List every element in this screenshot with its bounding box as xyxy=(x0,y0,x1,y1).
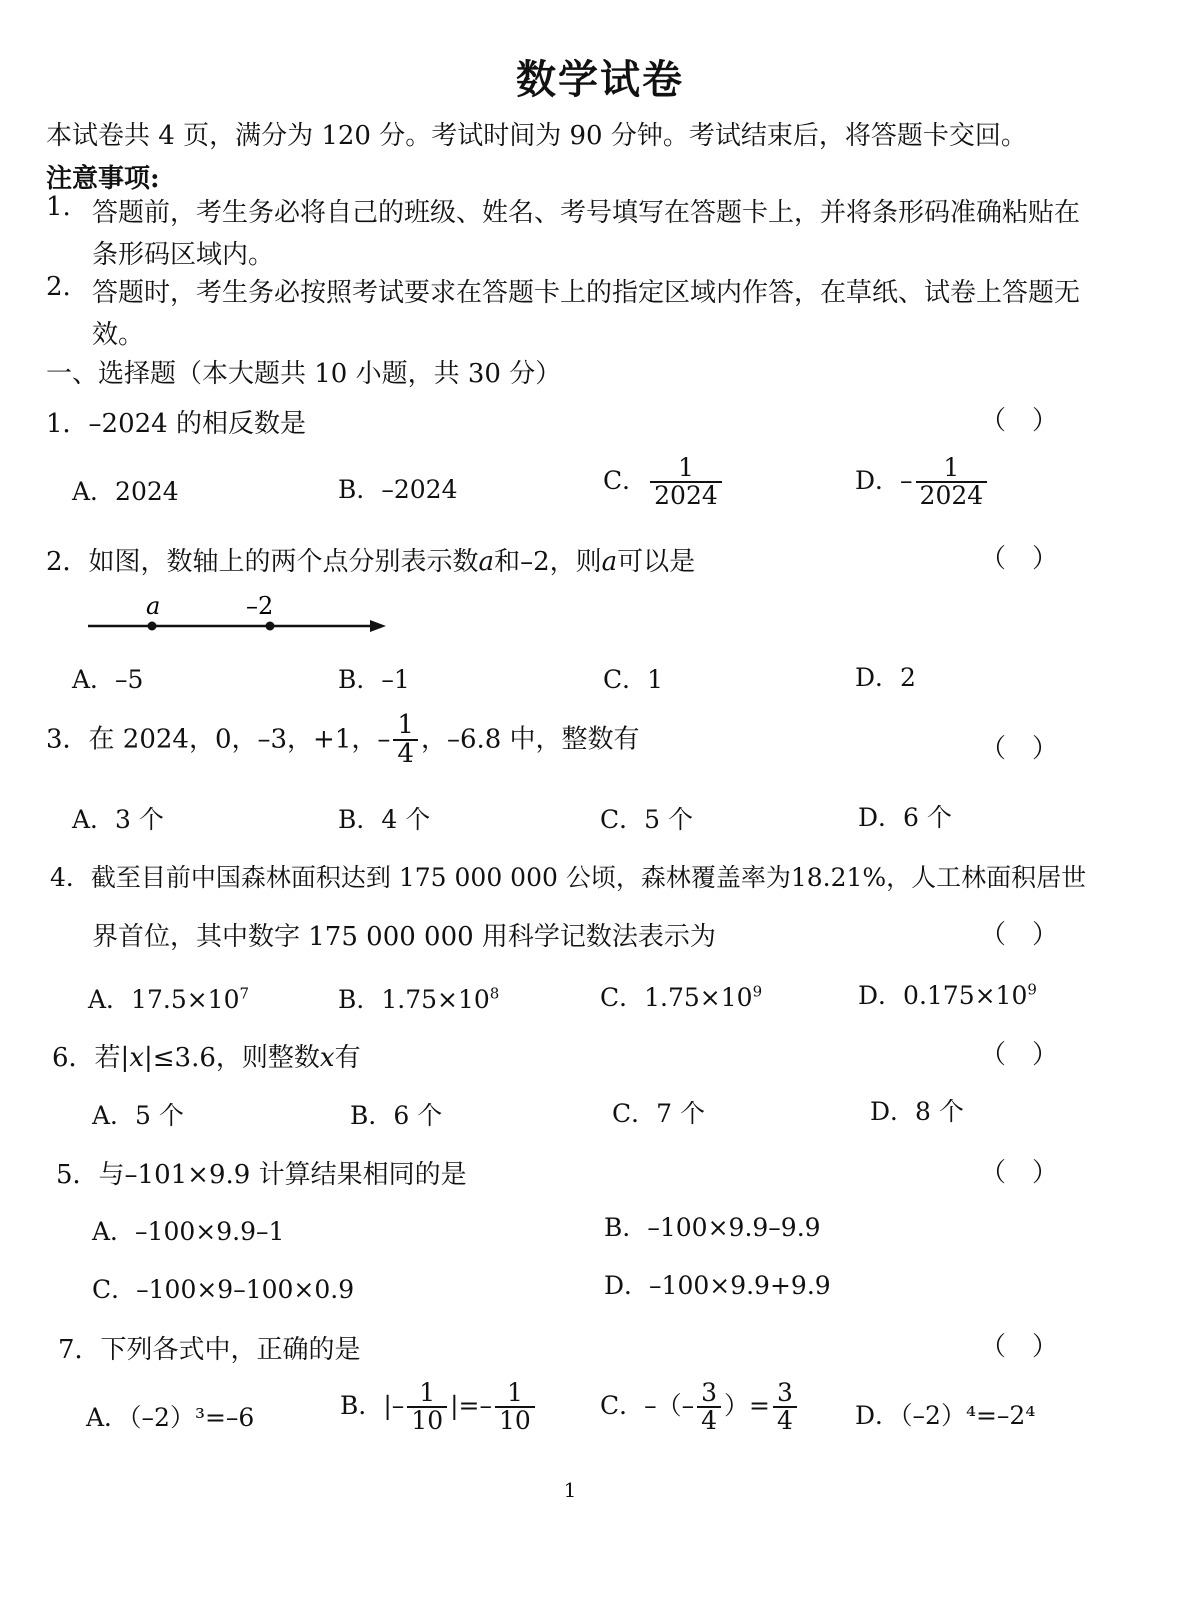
question-3-option-b: B．4 个 xyxy=(338,805,431,834)
fraction-denominator: 2024 xyxy=(916,481,988,509)
stem-text: 3．在 2024，0，–3，+1，– xyxy=(46,724,391,755)
variable: x xyxy=(319,1043,335,1073)
point-a-label: a xyxy=(146,592,161,620)
variable: a xyxy=(601,547,618,577)
question-7-option-b xyxy=(340,1380,538,1435)
section-title: 一、选择题（本大题共 10 小题，共 30 分） xyxy=(46,359,562,389)
option-text: D．0.175×10 xyxy=(858,981,1028,1010)
point-negative-2 xyxy=(266,622,275,631)
fraction-numerator: 1 xyxy=(943,453,960,482)
fraction xyxy=(650,455,722,510)
question-7-option-d: D．（–2）⁴=–2⁴ xyxy=(855,1401,1036,1430)
question-1-stem: 1．–2024 的相反数是 xyxy=(46,409,306,439)
question-6-option-d: D．8 个 xyxy=(870,1097,964,1126)
notice-1-line1: 答题前，考生务必将自己的班级、姓名、考号填写在答题卡上，并将条形码准确粘贴在 xyxy=(92,198,1081,228)
question-4-stem-line2: 界首位，其中数字 175 000 000 用科学记数法表示为 xyxy=(92,922,716,952)
fraction xyxy=(393,712,418,769)
question-2-answer-blank: （ ） xyxy=(980,544,1059,574)
question-6-answer-blank: （ ） xyxy=(980,1040,1059,1070)
question-3-option-a: A．3 个 xyxy=(72,805,164,834)
question-5-answer-blank: （ ） xyxy=(980,1158,1059,1188)
question-6-stem xyxy=(52,1037,361,1074)
fraction xyxy=(697,1380,721,1435)
point-a xyxy=(148,622,157,631)
question-3-answer-blank: （ ） xyxy=(980,734,1059,764)
option-text: B．1.75×10 xyxy=(338,985,490,1014)
fraction-denominator: 4 xyxy=(773,1406,797,1434)
fraction xyxy=(407,1380,447,1435)
fraction-numerator: 1 xyxy=(419,1378,436,1407)
fraction xyxy=(773,1380,797,1435)
option-text: |=– xyxy=(450,1390,492,1420)
question-3-option-c: C．5 个 xyxy=(600,805,693,834)
option-label: C． xyxy=(603,465,648,495)
option-label: D．– xyxy=(855,465,913,495)
notice-1-number: 1. xyxy=(46,192,71,222)
question-2-option-d: D．2 xyxy=(855,663,916,692)
question-2-option-b: B．–1 xyxy=(338,665,410,694)
fraction xyxy=(916,455,988,510)
question-2-option-c: C．1 xyxy=(603,665,664,694)
notice-2-number: 2. xyxy=(46,272,71,302)
question-2-option-a: A．–5 xyxy=(72,665,144,694)
fraction-numerator: 3 xyxy=(777,1378,793,1407)
question-4-option-d xyxy=(858,976,1037,1012)
variable: a xyxy=(478,547,495,577)
question-7-option-a: A．（–2）³=–6 xyxy=(86,1403,255,1432)
notice-heading: 注意事项: xyxy=(46,164,160,194)
fraction-numerator: 1 xyxy=(397,710,414,740)
question-4-option-a xyxy=(88,980,249,1016)
notice-2-line1: 答题时，考生务必按照考试要求在答题卡上的指定区域内作答，在草纸、试卷上答题无 xyxy=(92,278,1081,308)
fraction-numerator: 1 xyxy=(678,453,694,482)
notice-1-line2: 条形码区域内。 xyxy=(92,240,275,270)
fraction-denominator: 4 xyxy=(697,1406,721,1434)
question-1-option-a: A．2024 xyxy=(72,477,179,506)
question-2-stem xyxy=(46,541,695,578)
stem-text: |≤3.6，则整数 xyxy=(143,1043,320,1073)
question-7-option-c xyxy=(600,1380,800,1435)
question-1-answer-blank: （ ） xyxy=(980,406,1059,436)
question-1-option-b: B．–2024 xyxy=(338,475,458,504)
fraction-denominator: 2024 xyxy=(650,481,722,509)
question-4-answer-blank: （ ） xyxy=(980,920,1059,950)
question-7-answer-blank: （ ） xyxy=(980,1332,1059,1362)
question-4-option-c xyxy=(600,978,762,1014)
question-6-option-c: C．7 个 xyxy=(612,1099,705,1128)
option-text: ）= xyxy=(724,1390,770,1420)
question-5-option-b: B．–100×9.9–9.9 xyxy=(604,1213,821,1242)
question-5-option-d: D．–100×9.9+9.9 xyxy=(604,1271,831,1300)
exam-intro: 本试卷共 4 页，满分为 120 分。考试时间为 90 分钟。考试结束后，将答题卡交回。 xyxy=(46,121,1027,151)
question-1-option-c xyxy=(603,455,725,510)
fraction-denominator: 10 xyxy=(407,1406,447,1434)
question-7-stem: 7．下列各式中，正确的是 xyxy=(58,1335,361,1365)
fraction-numerator: 1 xyxy=(506,1378,523,1407)
stem-text: 可以是 xyxy=(617,547,696,577)
exponent: 9 xyxy=(752,982,763,1001)
page-title: 数学试卷 xyxy=(516,56,684,103)
point-negative-2-label: –2 xyxy=(246,592,274,620)
fraction-denominator: 4 xyxy=(393,739,418,768)
question-3-option-d: D．6 个 xyxy=(858,803,952,832)
fraction-denominator: 10 xyxy=(495,1406,535,1434)
question-5-option-a: A．–100×9.9–1 xyxy=(92,1217,285,1246)
stem-text: ，–6.8 中，整数有 xyxy=(420,724,640,755)
exponent: 8 xyxy=(489,984,500,1003)
question-6-option-a: A．5 个 xyxy=(92,1101,184,1130)
stem-text: 6．若| xyxy=(52,1043,130,1073)
variable: x xyxy=(129,1043,144,1073)
fraction xyxy=(495,1380,535,1435)
option-text: C．–（– xyxy=(600,1390,695,1420)
number-line-arrow xyxy=(370,620,386,632)
page-number: 1 xyxy=(563,1478,577,1502)
number-line-diagram xyxy=(80,590,400,650)
notice-2-line2: 效。 xyxy=(92,320,145,350)
question-4-option-b xyxy=(338,980,499,1016)
stem-text: 和–2，则 xyxy=(494,547,602,577)
option-text: C．1.75×10 xyxy=(600,983,753,1012)
exponent: 7 xyxy=(239,984,250,1003)
question-4-stem-line1: 4．截至目前中国森林面积达到 175 000 000 公顷，森林覆盖率为18.21%，人工林面积居世 xyxy=(50,863,1087,892)
question-1-option-d xyxy=(855,455,990,510)
exponent: 9 xyxy=(1027,980,1037,999)
fraction-numerator: 3 xyxy=(701,1378,718,1407)
stem-text: 2．如图，数轴上的两个点分别表示数 xyxy=(46,547,479,577)
question-3-stem xyxy=(46,712,640,769)
option-text: A．17.5×10 xyxy=(88,985,240,1014)
question-5-stem: 5．与–101×9.9 计算结果相同的是 xyxy=(56,1160,467,1190)
stem-text: 有 xyxy=(334,1043,361,1073)
question-6-option-b: B．6 个 xyxy=(350,1101,443,1130)
option-text: B．|– xyxy=(340,1390,405,1420)
question-5-option-c: C．–100×9–100×0.9 xyxy=(92,1275,355,1304)
